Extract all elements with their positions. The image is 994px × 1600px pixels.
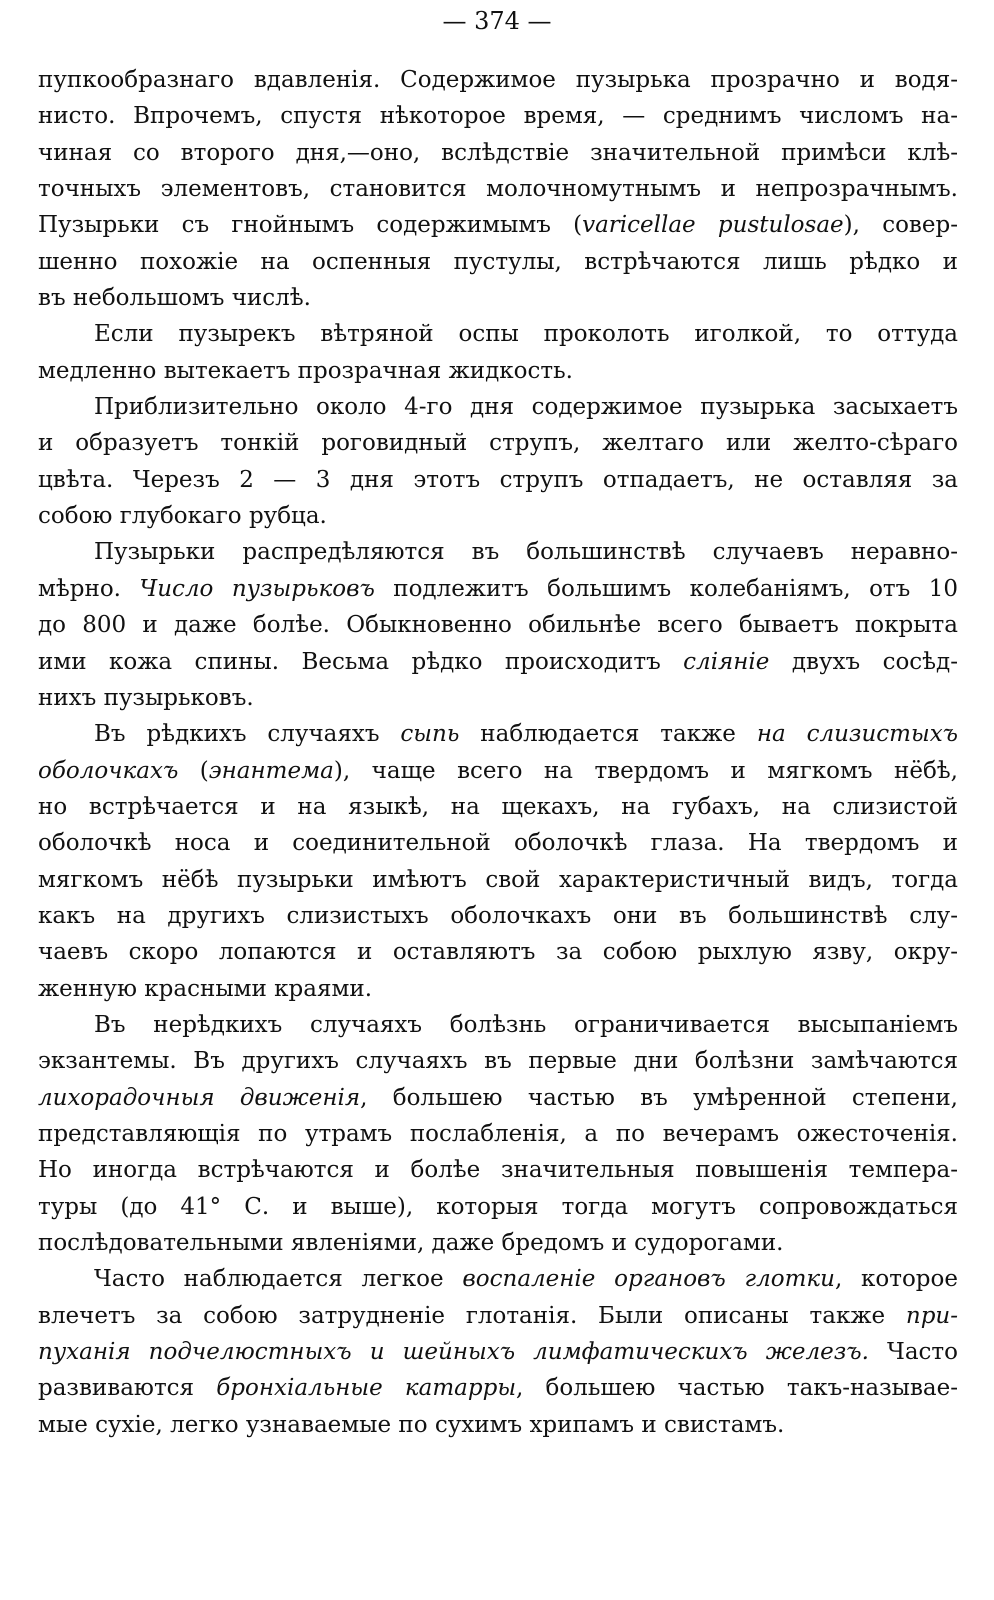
text-line: мые сухіе, легко узнаваемые по сухимъ хрипамъ и свистамъ. xyxy=(38,1411,785,1438)
text-line: развиваются бронхіальные катарры, большею частью такъ-называе- xyxy=(38,1375,958,1402)
text-line: до 800 и даже болѣе. Обыкновенно обильнѣе всего бываетъ покрыта xyxy=(38,612,958,639)
text-line: нихъ пузырьковъ. xyxy=(38,684,254,711)
text-line: собою глубокаго рубца. xyxy=(38,503,327,530)
text-line: пупкообразнаго вдавленія. Содержимое пузырька прозрачно и водя- xyxy=(38,67,958,93)
text-line: Въ нерѣдкихъ случаяхъ болѣзнь ограничивается высыпаніемъ xyxy=(94,1011,958,1038)
italic-term: varicellae pustulosae xyxy=(582,212,844,239)
italic-term: оболочкахъ xyxy=(38,757,179,784)
text-line: какъ на другихъ слизистыхъ оболочкахъ они въ большинствѣ слу- xyxy=(38,902,958,929)
text-line: Пузырьки съ гнойнымъ содержимымъ (varicellae pustulosae), совер- xyxy=(38,212,958,239)
text-line: Въ рѣдкихъ случаяхъ сыпь наблюдается также на слизистыхъ xyxy=(94,721,958,748)
italic-term: сыпь xyxy=(400,721,460,748)
italic-term: энантема xyxy=(208,757,334,784)
text-line: оболочкахъ (энантема), чаще всего на твердомъ и мягкомъ нёбѣ, xyxy=(38,757,958,784)
text-line: ими кожа спины. Весьма рѣдко происходитъ сліяніе двухъ сосѣд- xyxy=(38,648,958,675)
text-line: мѣрно. Число пузырьковъ подлежитъ большимъ колебаніямъ, отъ 10 xyxy=(38,575,958,602)
text-line: пуханія подчелюстныхъ и шейныхъ лимфатическихъ железъ. Часто xyxy=(38,1339,958,1366)
text-line: цвѣта. Черезъ 2 — 3 дня этотъ струпъ отпадаетъ, не оставляя за xyxy=(38,466,958,493)
text-line: Часто наблюдается легкое воспаленіе органовъ глотки, которое xyxy=(94,1266,958,1293)
italic-term: бронхіальные катарры xyxy=(216,1375,517,1402)
text-line: въ небольшомъ числѣ. xyxy=(38,285,311,312)
text-line: чиная со второго дня,—оно, вслѣдствіе значительной примѣси клѣ- xyxy=(38,139,958,166)
page-number: — 374 — xyxy=(442,7,552,35)
text-line: послѣдовательными явленіями, даже бредомъ и судорогами. xyxy=(38,1230,784,1256)
italic-term: пуханія подчелюстныхъ и шейныхъ лимфатическихъ железъ. xyxy=(38,1339,869,1366)
text-line: влечетъ за собою затрудненіе глотанія. Были описаны также при- xyxy=(38,1302,958,1329)
text-line: экзантемы. Въ другихъ случаяхъ въ первые дни болѣзни замѣчаются xyxy=(38,1048,958,1075)
body-text xyxy=(38,62,958,1443)
text-line: шенно похожіе на оспенныя пустулы, встрѣчаются лишь рѣдко и xyxy=(38,248,958,275)
text-line: представляющія по утрамъ послабленія, а по вечерамъ ожесточенія. xyxy=(38,1120,958,1147)
text-line: чаевъ скоро лопаются и оставляютъ за собою рыхлую язву, окру- xyxy=(38,939,958,966)
italic-term: при- xyxy=(905,1302,958,1329)
text-line: медленно вытекаетъ прозрачная жидкость. xyxy=(38,357,573,384)
text-line: женную красными краями. xyxy=(38,975,373,1002)
text-line: мягкомъ нёбѣ пузырьки имѣютъ свой характеристичный видъ, тогда xyxy=(38,866,958,893)
text-line: но встрѣчается и на языкѣ, на щекахъ, на губахъ, на слизистой xyxy=(38,793,958,820)
italic-term: на слизистыхъ xyxy=(756,721,958,748)
italic-term: Число пузырьковъ xyxy=(139,575,375,602)
text-line: Пузырьки распредѣляются въ большинствѣ случаевъ неравно- xyxy=(94,539,958,566)
italic-term: воспаленіе органовъ глотки xyxy=(462,1266,835,1293)
italic-term: сліяніе xyxy=(683,648,770,675)
text-line: Приблизительно около 4-го дня содержимое пузырька засыхаетъ xyxy=(94,394,958,421)
italic-term: лихорадочныя движенія xyxy=(38,1084,361,1111)
text-line: Если пузырекъ вѣтряной оспы проколоть иголкой, то оттуда xyxy=(94,321,958,348)
text-line: и образуетъ тонкій роговидный струпъ, желтаго или желто-сѣраго xyxy=(38,430,958,457)
text-line: точныхъ элементовъ, становится молочномутнымъ и непрозрачнымъ. xyxy=(38,176,958,203)
text-line: нисто. Впрочемъ, спустя нѣкоторое время, — среднимъ числомъ на- xyxy=(38,103,958,130)
text-line: оболочкѣ носа и соединительной оболочкѣ глаза. На твердомъ и xyxy=(38,830,958,857)
text-line: туры (до 41° С. и выше), которыя тогда могутъ сопровождаться xyxy=(38,1193,958,1220)
text-line: лихорадочныя движенія, большею частью въ умѣренной степени, xyxy=(38,1084,958,1111)
text-line: Но иногда встрѣчаются и болѣе значительныя повышенія темпера- xyxy=(38,1157,958,1184)
